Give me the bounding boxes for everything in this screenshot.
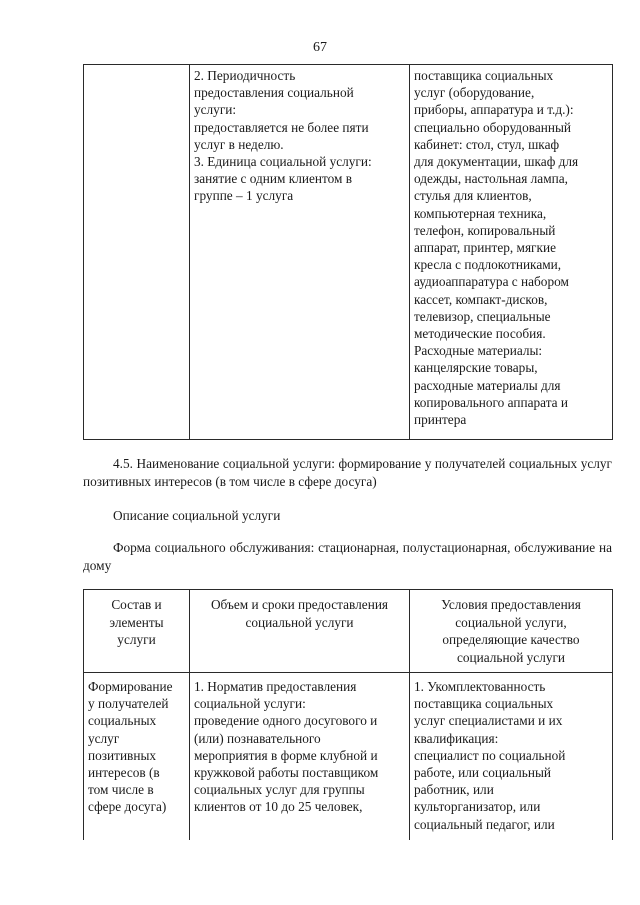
section-heading: 4.5. Наименование социальной услуги: формирование у получателей социальных услуг позитивных интересов (в том числе в сфере досуга): [83, 456, 612, 489]
cell-text: поставщика социальных услуг (оборудование, приборы, аппаратура и т.д.): специально оборудованный кабинет: стол, стул, шкаф для документации, шкаф для одежды, настольная лампа, стулья для клиентов, компьютерная техника, телефон, копировальный аппарат, принтер, мягкие кресла с подлокотниками, аудиоаппаратура с набором кассет, компакт-дисков, телевизор, специальные методические пособия. Расходные материалы: канцелярские товары, расходные материалы для копировального аппарата и принтера: [414, 68, 579, 428]
table-header-row: [84, 590, 613, 673]
column-header-text: Объем и сроки предоставления социальной услуги: [210, 597, 389, 630]
description-label: Описание социальной услуги: [113, 508, 281, 523]
column-header-text: Условия предоставления социальной услуги, определяющие качество социальной услуги: [441, 597, 581, 665]
cell-text: 1. Норматив предоставления социальной услуги: проведение одного досугового и (или) познавательного мероприятия в форме клубной и кружковой работы поставщиком социальных услуг для группы клиентов от 10 до 25 человек,: [194, 679, 379, 815]
page-number: 67: [313, 40, 327, 55]
column-header-volume: [190, 590, 410, 673]
cell-text: 2. Периодичность предоставления социальной услуги: предоставляется не более пяти услуг в неделю. 3. Единица социальной услуги: занятие с одним клиентом в группе – 1 услуга: [194, 68, 372, 204]
column-header-conditions: [410, 590, 613, 673]
table-row: [84, 673, 613, 841]
table-cell-composition: [84, 65, 190, 440]
cell-text: Формирование у получателей социальных услуг позитивных интересов (в том числе в сфере досуга): [88, 679, 173, 815]
service-table: [83, 589, 613, 840]
table-cell-composition: [84, 673, 190, 841]
continued-services-table: [83, 64, 613, 440]
column-header-composition: [84, 590, 190, 673]
table-row: [84, 65, 613, 440]
cell-text: 1. Укомплектованность поставщика социальных услуг специалистами и их квалификация: специалист по социальной работе, или социальный работник, или культорганизатор, или социальный педагог, или: [414, 679, 566, 832]
table-cell-conditions: [410, 673, 613, 841]
table-cell-volume: [190, 673, 410, 841]
table-cell-conditions: [410, 65, 613, 440]
service-form-text: Форма социального обслуживания: стационарная, полустационарная, обслуживание на дому: [83, 540, 612, 573]
table-cell-volume: [190, 65, 410, 440]
column-header-text: Состав и элементы услуги: [109, 597, 164, 647]
